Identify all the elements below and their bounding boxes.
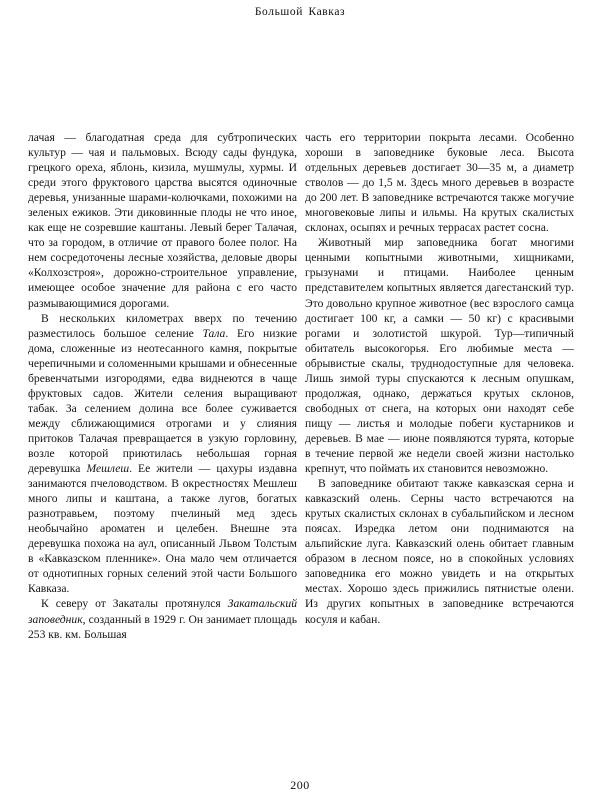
- two-column-body: [28, 130, 574, 642]
- paragraph-1: лачая — благодатная среда для субтропических культур — чая и пальмовых. Всюду сады фундука, грецкого ореха, яблонь, кизила, мушмулы, хурмы. И среди этого фруктового царства высятся одиночные деревья, унизанные шарами-колючками, похожими на зеленых ежиков. Эти диковинные плоды не что иное, как еще не созревшие каштаны. Левый берег Талачая, что за городом, в отличие от правого более полог. На нем сосредоточены лесные хозяйства, деловые дворы «Колхозстроя», дорожно-строительное управление, имеющее особое значение для района с его часто размывающимися дорогами.: [28, 131, 297, 310]
- paragraph-2-part-c: . Ее жители — цахуры издавна занимаются пчеловодством. В окрестностях Мешлеш много липы и каштана, а также лугов, богатых разнотравьем, поэтому пчелиный мед здесь необычайно ароматен и целебен. Внешне эта деревушка похожа на аул, описанный Львом Толстым в «Кавказском пленнике». Она мало чем отличается от однотипных горных селений этой части Большого Кавказа.: [28, 462, 297, 596]
- paragraph-2-part-b: . Его низкие дома, сложенные из неотесанного камня, покрытые черепичными и соломенными крышами и обнесенные бревенчатыми изгородями, едва виднеются в чаще фруктовых садов. Жители селения выращивают табак. За селением долина все более суживается между сближающимися отрогами и у слияния притоков Талачая превращается в узкую горловину, возле которой приютилась небольшая горная деревушка: [28, 326, 297, 476]
- right-column: [305, 130, 574, 642]
- paragraph-2: [28, 311, 297, 597]
- paragraph-3-part-b: , созданный в 1929 г. Он занимает площадь 253 кв. км. Большая: [28, 612, 297, 641]
- paragraph-6: В заповеднике обитают также кавказская серна и кавказский олень. Серны часто встречаются на крутых скалистых склонах в субальпийском и лесном поясах. Изредка летом они поднимаются на альпийские луга. Кавказский олень обитает главным образом в лесном поясе, но в спокойных условиях заповедника его можно увидеть и на открытых местах. Хорошо здесь прижились пятнистые олени. Из других копытных в заповеднике встречаются косуля и кабан.: [305, 477, 574, 626]
- paragraph-4: часть его территории покрыта лесами. Особенно хороши в заповеднике буковые леса. Высота отдельных деревьев достигает 30—35 м, а диаметр стволов — до 1,5 м. Здесь много деревьев в возрасте до 200 лет. В заповеднике встречаются также могучие многовековые липы и ильмы. На крутых скалистых склонах, осыпях и речных террасах растет сосна.: [305, 131, 574, 235]
- reserve-name-zakatalsky: Закатальский заповедник: [28, 597, 297, 626]
- paragraph-3: [28, 596, 297, 641]
- paragraph-2-part-a: В нескольких километрах вверх по течению разместилось большое селение: [28, 311, 297, 340]
- paragraph-5: Животный мир заповедника богат многими ценными копытными животными, хищниками, грызунами и птицами. Наиболее ценным представителем копытных является дагестанский тур. Это довольно крупное животное (вес взрослого самца достигает 100 кг, а самки — 50 кг) с красивыми рогами и золотистой шкурой. Тур—типичный обитатель высокогорья. Его любимые места — обрывистые скалы, труднодоступные для человека. Лишь зимой туры спускаются к лесным опушкам, продолжая, однако, держаться крутых склонов, свободных от снега, на которых они находят себе пищу — листья и молодые побеги кустарников и деревьев. В мае — июне появляются турята, которые в течение первой же недели своей жизни настолько крепнут, что поймать их становится невозможно.: [305, 236, 574, 476]
- place-name-tala: Тала: [202, 326, 226, 340]
- running-head: Большой Кавказ: [254, 6, 346, 18]
- paragraph-3-part-a: К северу от Закаталы протянулся: [41, 597, 228, 611]
- page-number: 200: [290, 778, 310, 792]
- left-column: [28, 130, 297, 642]
- place-name-meshlesh: Мешлеш: [86, 462, 130, 476]
